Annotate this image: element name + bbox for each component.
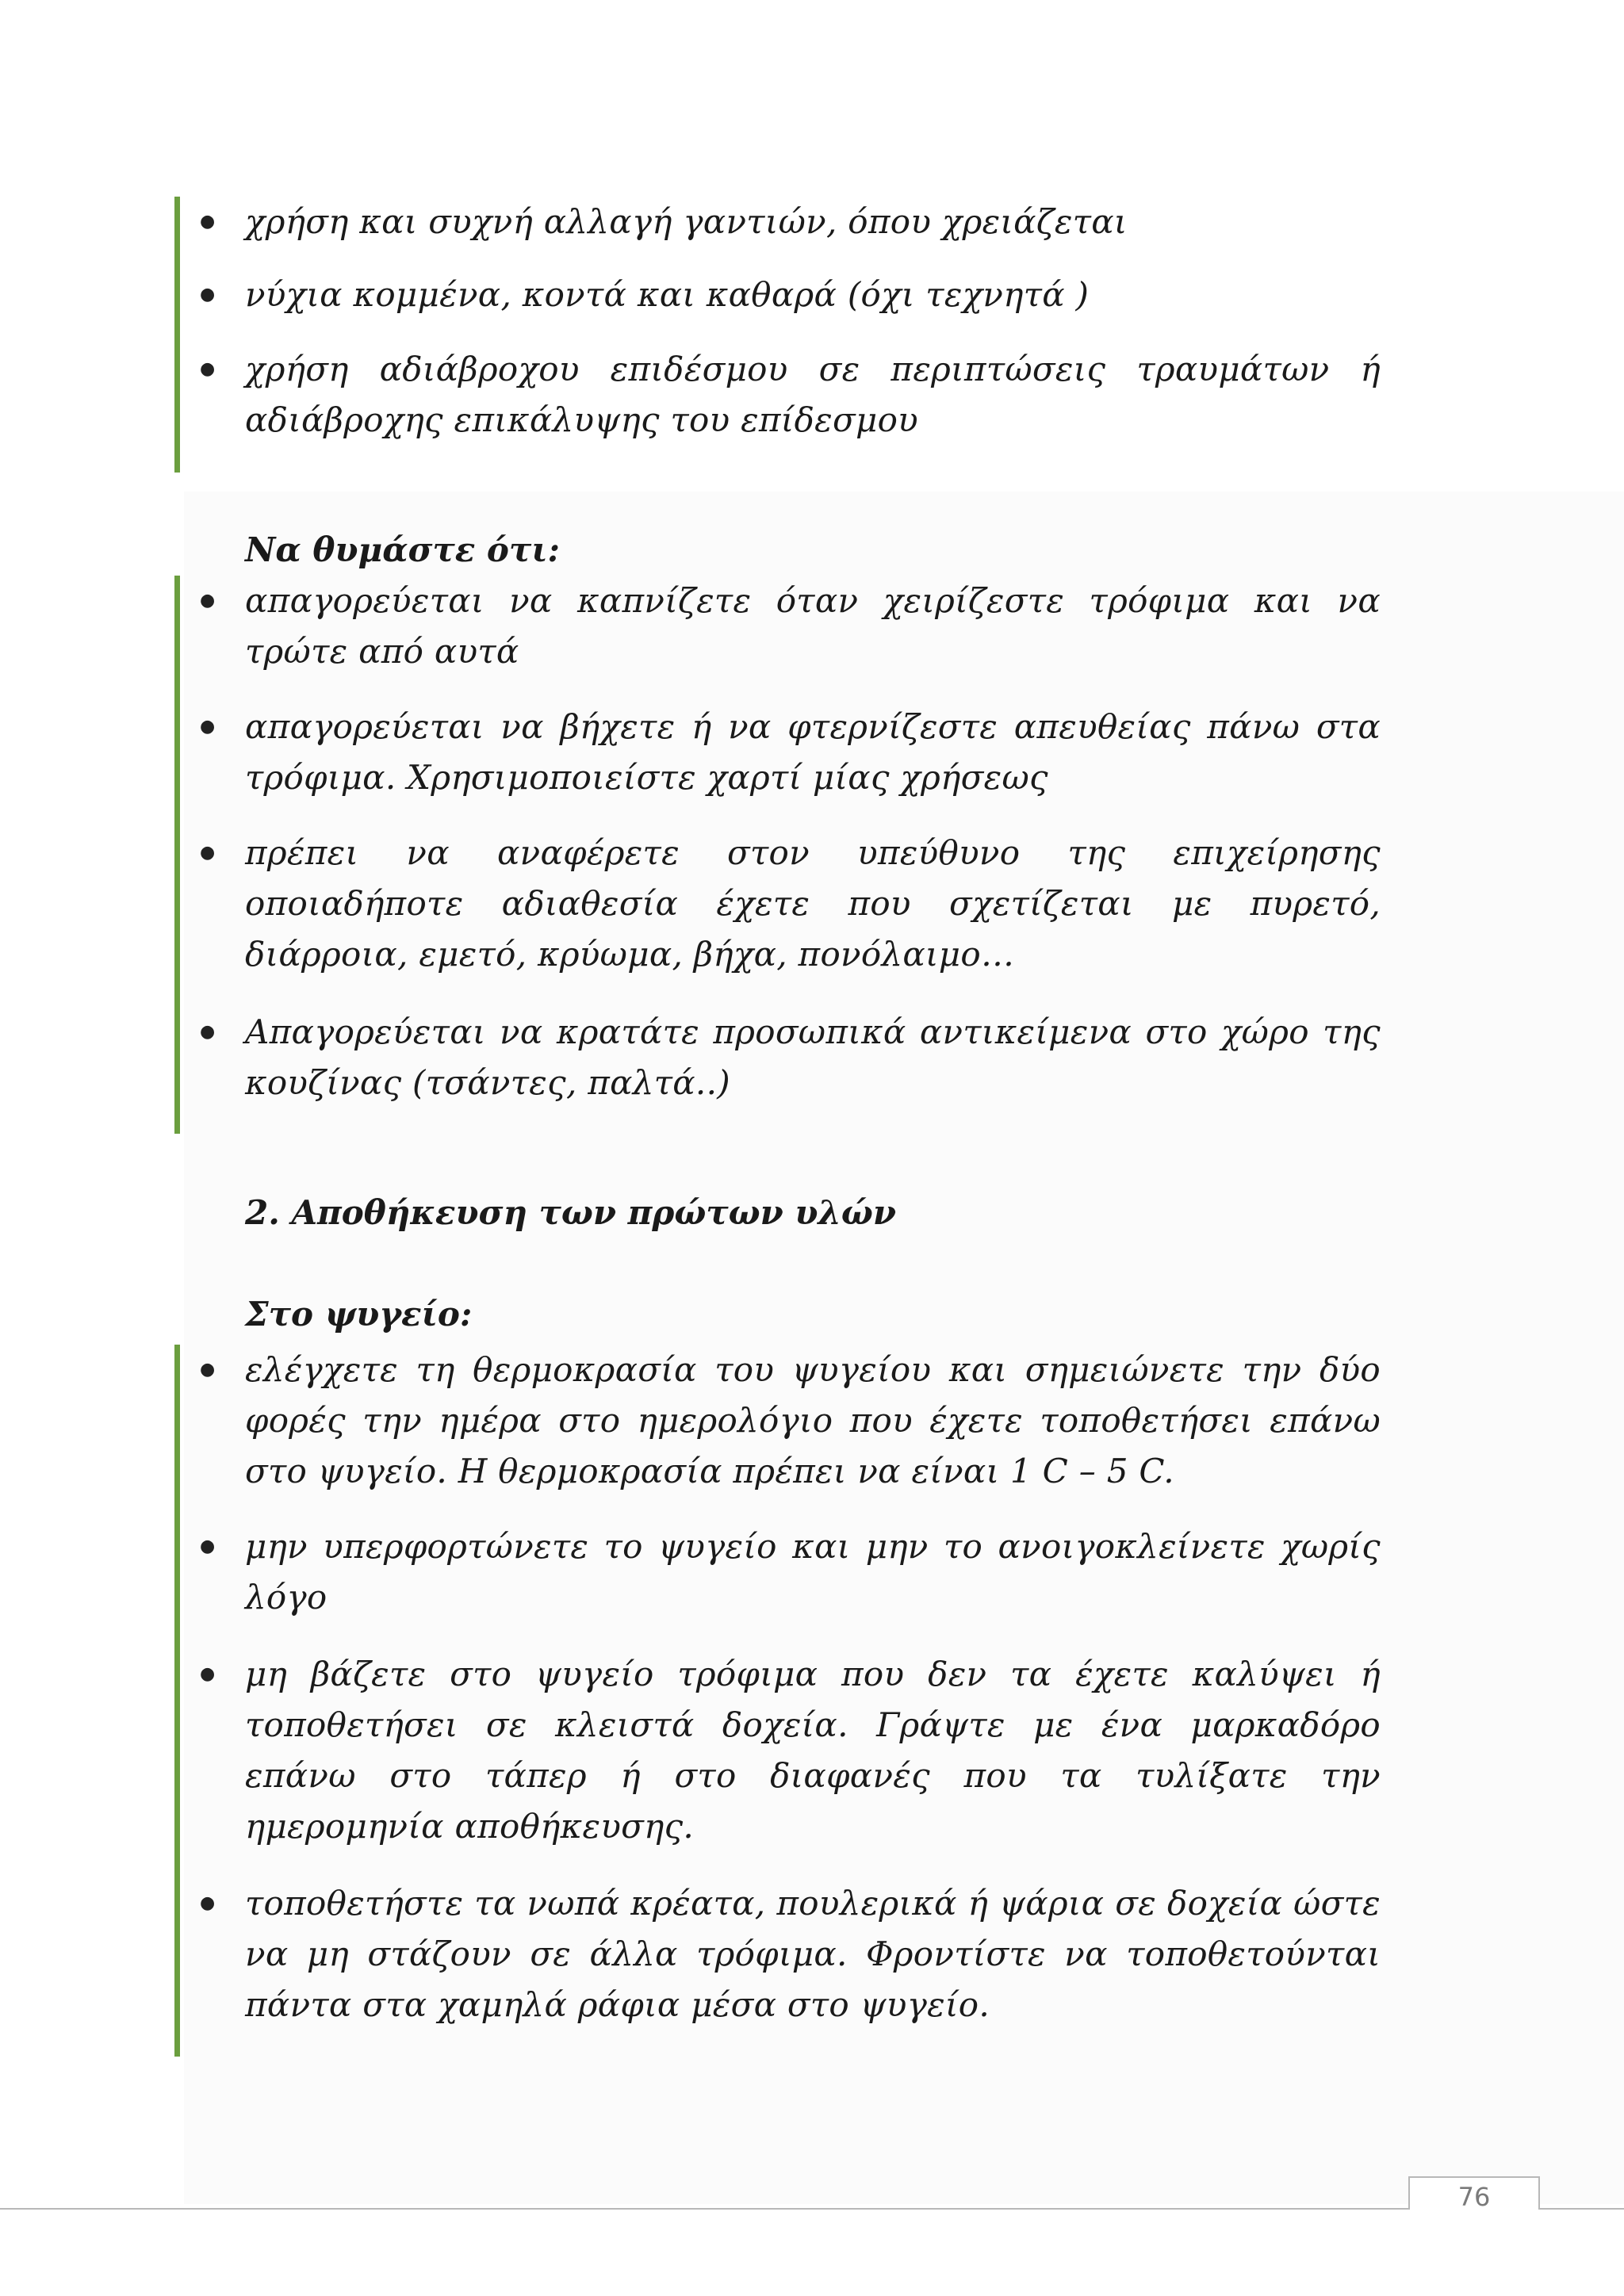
bullet: ● — [200, 1893, 216, 1913]
list-item: πρέπει να αναφέρετε στον υπεύθυνο της επιχείρησης οποιαδήποτε αδιαθεσία έχετε που σχετίζεται με πυρετό, διάρροια, εμετό, κρύωμα, βήχα, πονόλαιμο… — [245, 833, 1381, 974]
bullet: ● — [200, 843, 216, 863]
section-title: 2. Αποθήκευση των πρώτων υλών — [245, 1193, 897, 1232]
footer-line — [0, 2208, 1624, 2210]
list-item: μη βάζετε στο ψυγείο τρόφιμα που δεν τα έχετε καλύψει ή τοποθετήσει σε κλειστά δοχεία. Γράψτε με ένα μαρκαδόρο επάνω στο τάπερ ή στο διαφανές που τα τυλίξατε την ημερομηνία αποθήκευσης. — [245, 1655, 1381, 1846]
bullet: ● — [200, 1022, 216, 1042]
fridge-subheading: Στο ψυγείο: — [245, 1295, 473, 1334]
bullet: ● — [200, 1536, 216, 1556]
bullet: ● — [200, 359, 216, 379]
bullet: ● — [200, 285, 216, 304]
list-item: ελέγχετε τη θερμοκρασία του ψυγείου και σημειώνετε την δύο φορές την ημέρα στο ημερολόγιο που έχετε τοποθετήσει επάνω στο ψυγείο. Η θερμοκρασία πρέπει να είναι 1 C – 5 C. — [245, 1350, 1381, 1490]
accent-bar-2 — [174, 576, 180, 1134]
list-item: απαγορεύεται να καπνίζετε όταν χειρίζεστε τρόφιμα και να τρώτε από αυτά — [245, 581, 1381, 671]
list-item: τοποθετήστε τα νωπά κρέατα, πουλερικά ή ψάρια σε δοχεία ώστε να μη στάζουν σε άλλα τρόφιμα. Φροντίστε να τοποθετούνται πάντα στα χαμηλά ράφια μέσα στο ψυγείο. — [245, 1884, 1381, 2024]
bullet: ● — [200, 717, 216, 737]
bullet: ● — [200, 1360, 216, 1380]
list-item: νύχια κομμένα, κοντά και καθαρά (όχι τεχνητά ) — [245, 275, 1090, 314]
list-item: χρήση και συχνή αλλαγή γαντιών, όπου χρειάζεται — [245, 202, 1128, 241]
list-item: χρήση αδιάβροχου επιδέσμου σε περιπτώσεις τραυμάτων ή αδιάβροχης επικάλυψης του επίδεσμου — [245, 350, 1381, 439]
list-item: μην υπερφορτώνετε το ψυγείο και μην το ανοιγοκλείνετε χωρίς λόγο — [245, 1527, 1381, 1617]
bullet: ● — [200, 591, 216, 610]
page-number: 76 — [1457, 2182, 1491, 2212]
bullet: ● — [200, 1664, 216, 1684]
accent-bar-1 — [174, 197, 180, 473]
accent-bar-3 — [174, 1345, 180, 2057]
bullet: ● — [200, 212, 216, 232]
list-item: Απαγορεύεται να κρατάτε προσωπικά αντικείμενα στο χώρο της κουζίνας (τσάντες, παλτά..) — [245, 1012, 1381, 1102]
reminder-heading: Να θυμάστε ότι: — [245, 530, 561, 569]
list-item: απαγορεύεται να βήχετε ή να φτερνίζεστε απευθείας πάνω στα τρόφιμα. Χρησιμοποιείστε χαρτί μίας χρήσεως — [245, 707, 1381, 797]
